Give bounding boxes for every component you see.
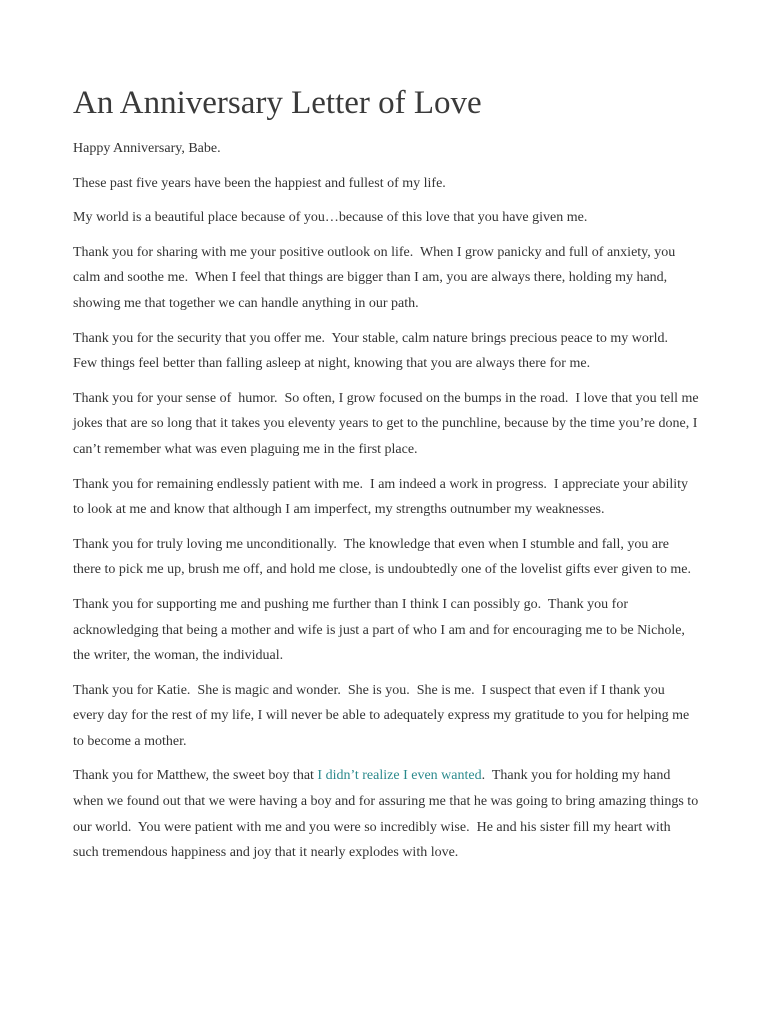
body-paragraph: These past five years have been the happiest and fullest of my life. bbox=[73, 175, 446, 191]
letter-document bbox=[73, 84, 703, 875]
body-paragraph: Thank you for supporting me and pushing me further than I think I can possibly go. Thank you for acknowledging that being a mother and wife is just a part of who I am and for encouraging me to be Nichole, the writer, the woman, the individual. bbox=[73, 596, 689, 664]
greeting-paragraph: Happy Anniversary, Babe. bbox=[73, 141, 221, 156]
page-title: An Anniversary Letter of Love bbox=[73, 85, 482, 121]
matthew-paragraph bbox=[73, 763, 702, 865]
body-paragraph: Thank you for truly loving me unconditionally. The knowledge that even when I stumble and fall, you are there to pick me up, brush me off, and hold me close, is undoubtedly one of the lovelist gifts ever given to me. bbox=[73, 536, 691, 578]
body-paragraph: Thank you for your sense of humor. So often, I grow focused on the bumps in the road. I love that you tell me jokes that are so long that it takes you eleventy years to get to the punchline, because by the time you’re done, I can’t remember what was even plaguing me in the first place. bbox=[73, 390, 703, 457]
paragraph-text: Thank you for Matthew, the sweet boy that bbox=[73, 768, 318, 784]
inline-link[interactable]: I didn’t realize I even wanted bbox=[317, 768, 482, 784]
body-paragraph: Thank you for sharing with me your positive outlook on life. When I grow panicky and full of anxiety, you calm and soothe me. When I feel that things are bigger than I am, you are always there, holding my hand, showing me that together we can handle anything in our path. bbox=[73, 244, 679, 311]
body-paragraph: Thank you for the security that you offer me. Your stable, calm nature brings precious peace to my world. Few things feel better than falling asleep at night, knowing that you are always there for me. bbox=[73, 330, 675, 372]
body-paragraph: Thank you for remaining endlessly patient with me. I am indeed a work in progress. I appreciate your ability to look at me and know that although I am imperfect, my strengths outnumber my weaknesses. bbox=[73, 476, 692, 518]
paragraph-text: . Thank you for holding my hand when we found out that we were having a boy and for assuring me that he was going to bring amazing things to our world. You were patient with me and you were so incredibly wise. He and his sister fill my heart with such tremendous happiness and joy that it nearly explodes with love. bbox=[73, 768, 702, 861]
body-paragraph: Thank you for Katie. She is magic and wonder. She is you. She is me. I suspect that even if I thank you every day for the rest of my life, I will never be able to adequately express my gratitude to you for helping me to become a mother. bbox=[73, 682, 693, 749]
body-paragraph: My world is a beautiful place because of you…because of this love that you have given me. bbox=[73, 210, 588, 226]
